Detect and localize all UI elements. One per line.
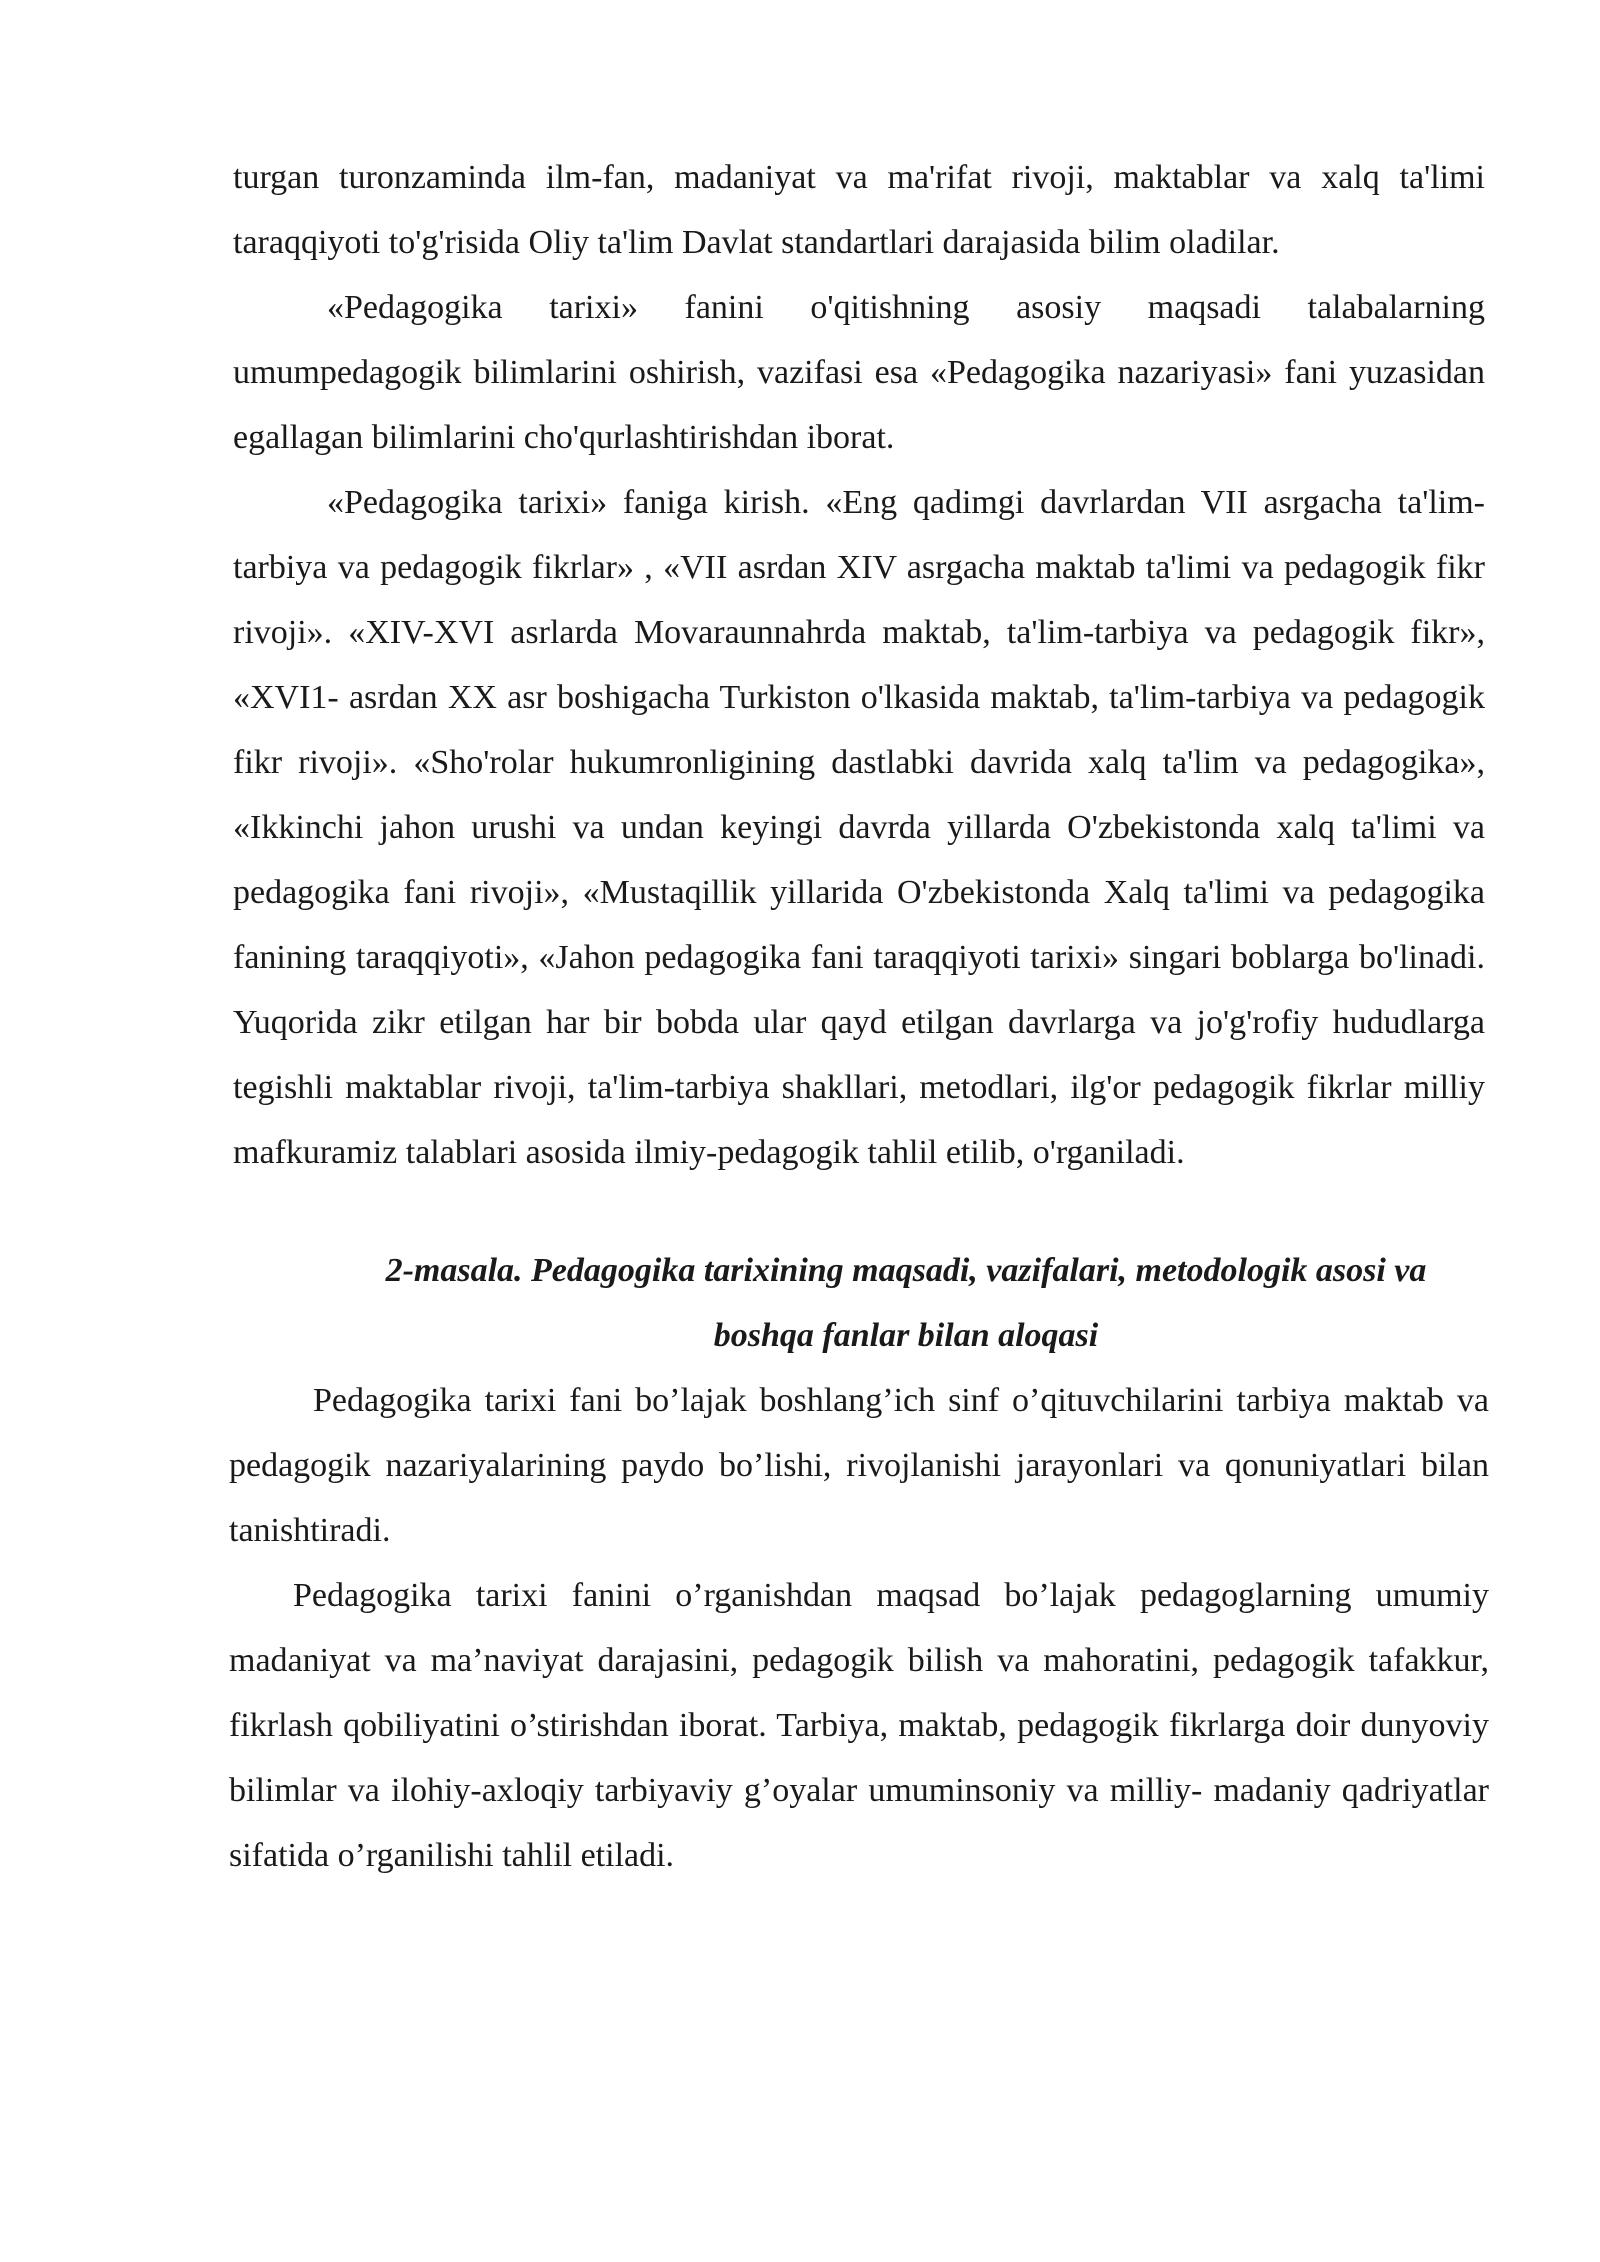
paragraph-continuation: turgan turonzaminda ilm-fan, madaniyat va ma'rifat rivoji, maktablar va xalq ta'limi taraqqiyoti to'g'risida Oliy ta'lim Davlat standartlari darajasida bilim oladilar. xyxy=(233,159,1485,261)
section-heading-line-1: 2-masala. Pedagogika tarixining maqsadi, vazifalari, metodologik asosi va xyxy=(385,1252,1427,1289)
section-heading-line-2: boshqa fanlar bilan aloqasi xyxy=(713,1317,1099,1354)
paragraph-subject-intro: Pedagogika tarixi fani bo’lajak boshlang’ich sinf o’qituvchilarini tarbiya maktab va pedagogik nazariyalarining paydo bo’lishi, rivojlanishi jarayonlari va qonuniyatlari bilan tanishtiradi. xyxy=(229,1382,1489,1549)
section-heading xyxy=(233,1238,1485,1368)
document-body xyxy=(229,145,1489,1888)
paragraph-subject-goal: Pedagogika tarixi fanini o’rganishdan maqsad bo’lajak pedagoglarning umumiy madaniyat va ma’naviyat darajasini, pedagogik bilish va mahoratini, pedagogik tafakkur, fikrlash qobiliyatini o’stirishdan iborat. Tarbiya, maktab, pedagogik fikrlarga doir dunyoviy bilimlar va ilohiy-axloqiy tarbiyaviy g’oyalar umuminsoniy va milliy- madaniy qadriyatlar sifatida o’rganilishi tahlil etiladi. xyxy=(229,1577,1489,1874)
paragraph-course-goal: «Pedagogika tarixi» fanini o'qitishning asosiy maqsadi talabalarning umumpedagogik bilimlarini oshirish, vazifasi esa «Pedagogika nazariyasi» fani yuzasidan egallagan bilimlarini cho'qurlashtirishdan iborat. xyxy=(233,289,1485,456)
section-2-body xyxy=(229,1368,1489,1888)
paragraph-course-chapters: «Pedagogika tarixi» faniga kirish. «Eng qadimgi davrlardan VII asrgacha ta'lim-tarbiya va pedagogik fikrlar» , «VII asrdan XIV asrgacha maktab ta'limi va pedagogik fikr rivoji». «XIV-XVI asrlarda Movaraunnahrda maktab, ta'lim-tarbiya va pedagogik fikr», «XVI1- asrdan XX asr boshigacha Turkiston o'lkasida maktab, ta'lim-tarbiya va pedagogik fikr rivoji». «Sho'rolar hukumronligining dastlabki davrida xalq ta'lim va pedagogika», «Ikkinchi jahon urushi va undan keyingi davrda yillarda O'zbekistonda xalq ta'limi va pedagogika fani rivoji», «Mustaqillik yillarida O'zbekistonda Xalq ta'limi va pedagogika fanining taraqqiyoti», «Jahon pedagogika fani taraqqiyoti tarixi» singari boblarga bo'linadi. Yuqorida zikr etilgan har bir bobda ular qayd etilgan davrlarga va jo'g'rofiy hududlarga tegishli maktablar rivoji, ta'lim-tarbiya shakllari, metodlari, ilg'or pedagogik fikrlar milliy mafkuramiz talablari asosida ilmiy-pedagogik tahlil etilib, o'rganiladi. xyxy=(233,484,1485,1171)
